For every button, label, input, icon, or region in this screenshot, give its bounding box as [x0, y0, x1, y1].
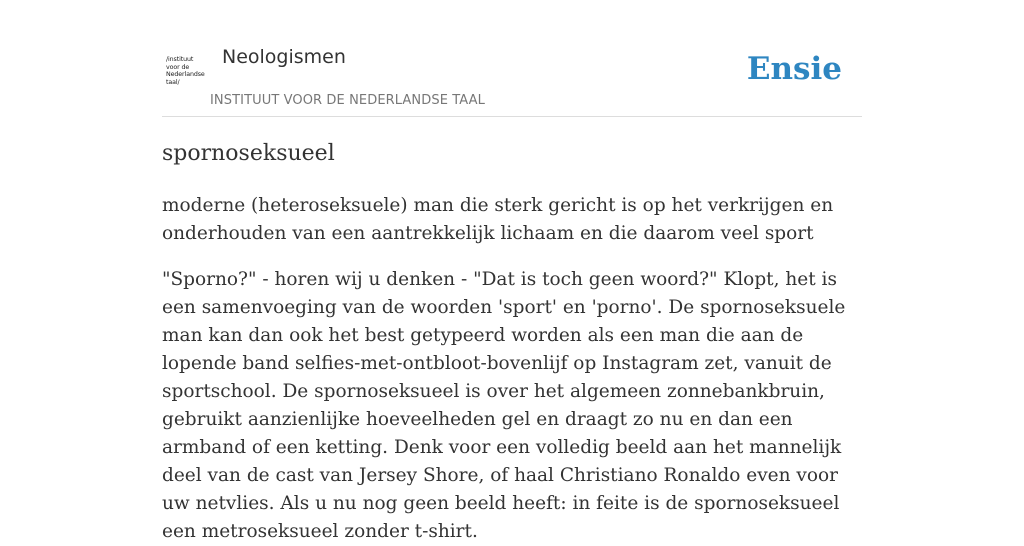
logo-line: taal/ — [166, 78, 180, 86]
source-name[interactable]: Neologismen — [222, 46, 346, 68]
source-subtitle: INSTITUUT VOOR DE NEDERLANDSE TAAL — [210, 93, 485, 108]
entry-definition: moderne (heteroseksuele) man die sterk gericht is op het verkrijgen en onderhouden van een aantrekkelijk lichaam en die daarom veel sport — [162, 195, 834, 244]
brand-logo[interactable]: Ensie — [746, 51, 842, 87]
logo-line: voor de — [166, 63, 190, 71]
entry-example: "Sporno?" - horen wij u denken - "Dat is toch geen woord?" Klopt, het is een samenvoeging van de woorden 'sport' en 'porno'. De spornoseksuele man kan dan ook het best getypeerd worden als een man die aan de lopende band selfies-met-ontbloot-bovenlijf op Instagram zet, vanuit de sportschool. De spornoseksueel is over het algemeen zonnebankbruin, gebruikt aanzienlijke hoeveelheden gel en draagt zo nu en dan een armband of een ketting. Denk voor een volledig beeld aan het mannelijk deel van de cast van Jersey Shore, of haal Christiano Ronaldo even voor uw netvlies. Als u nu nog geen beeld heeft: in feite is de spornoseksueel een metroseksueel zonder t-shirt. — [162, 269, 846, 542]
entry-term: spornoseksueel — [162, 141, 335, 166]
logo-line: Nederlandse — [166, 71, 205, 79]
header — [162, 40, 862, 117]
logo-line: /instituut — [166, 56, 194, 63]
institute-logo[interactable] — [166, 56, 208, 88]
entry-content — [162, 138, 862, 546]
